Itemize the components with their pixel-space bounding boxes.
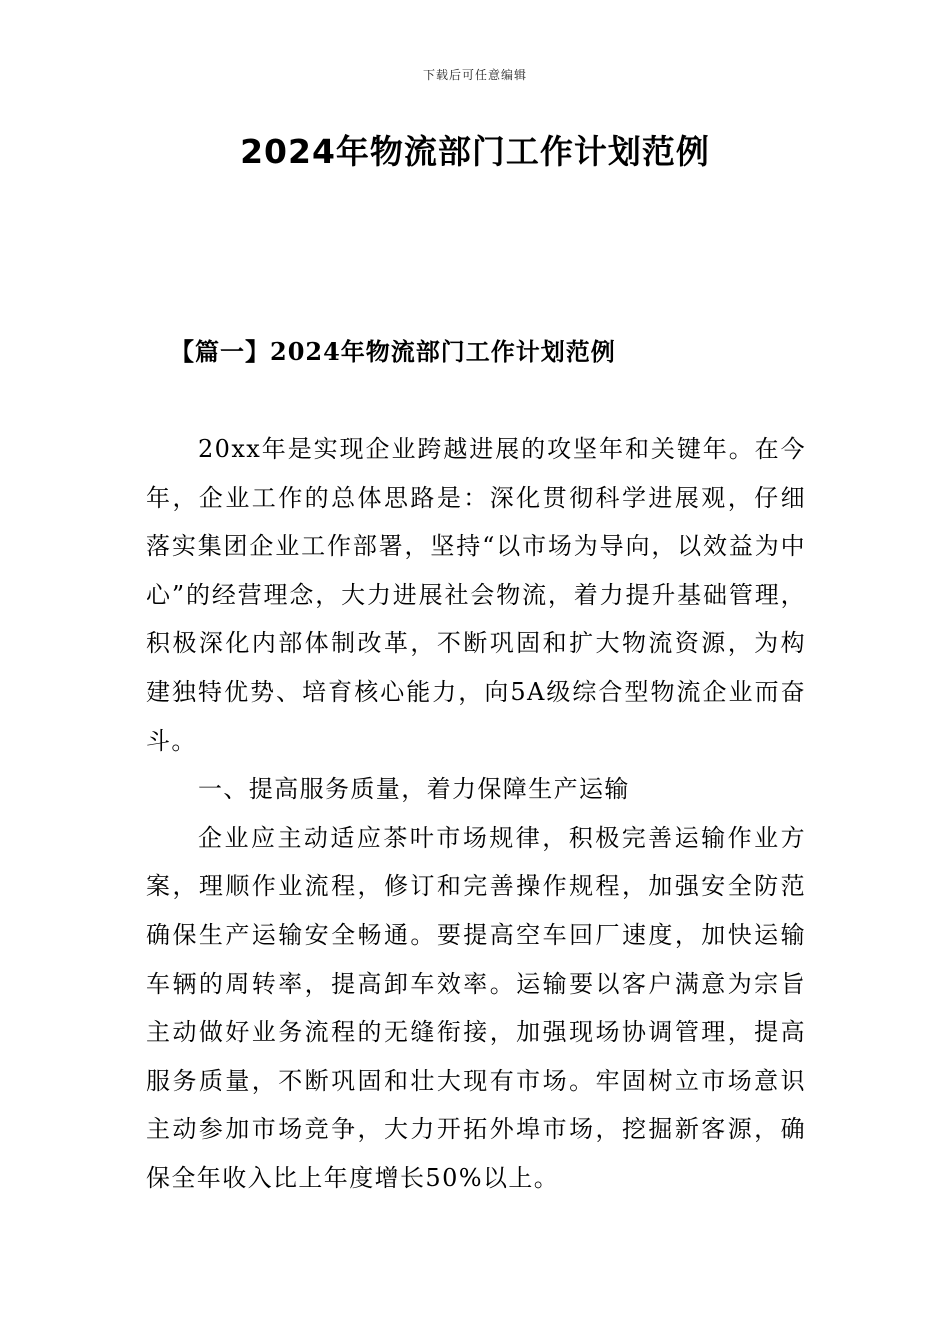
header-note: 下载后可任意编辑 [422,68,527,82]
paragraph-service-quality: 企业应主动适应茶叶市场规律，积极完善运输作业方案，理顺作业流程，修订和完善操作规程，加强安全防范确保生产运输安全畅通。要提高空车回厂速度，加快运输车辆的周转率，提高卸车效率。运输要以客户满意为宗旨主动做好业务流程的无缝衔接，加强现场协调管理，提高服务质量，不断巩固和壮大现有市场。牢固树立市场意识主动参加市场竞争，大力开拓外埠市场，挖掘新客源，确保全年收入比上年度增长50%以上。 [146,823,806,1192]
paragraph-subheading: 一、提高服务质量，着力保障生产运输 [198,775,630,804]
paragraph-intro: 20xx年是实现企业跨越进展的攻坚年和关键年。在今年，企业工作的总体思路是：深化贯彻科学进展观，仔细落实集团企业工作部署，坚持“以市场为导向，以效益为中心”的经营理念，大力进展社会物流，着力提升基础管理，积极深化内部体制改革，不断巩固和扩大物流资源，为构建独特优势、培育核心能力，向5A级综合型物流企业而奋斗。 [146,435,806,755]
document-body [146,425,806,1203]
document-title: 2024年物流部门工作计划范例 [240,132,710,171]
section-heading: 【篇一】2024年物流部门工作计划范例 [170,337,616,366]
